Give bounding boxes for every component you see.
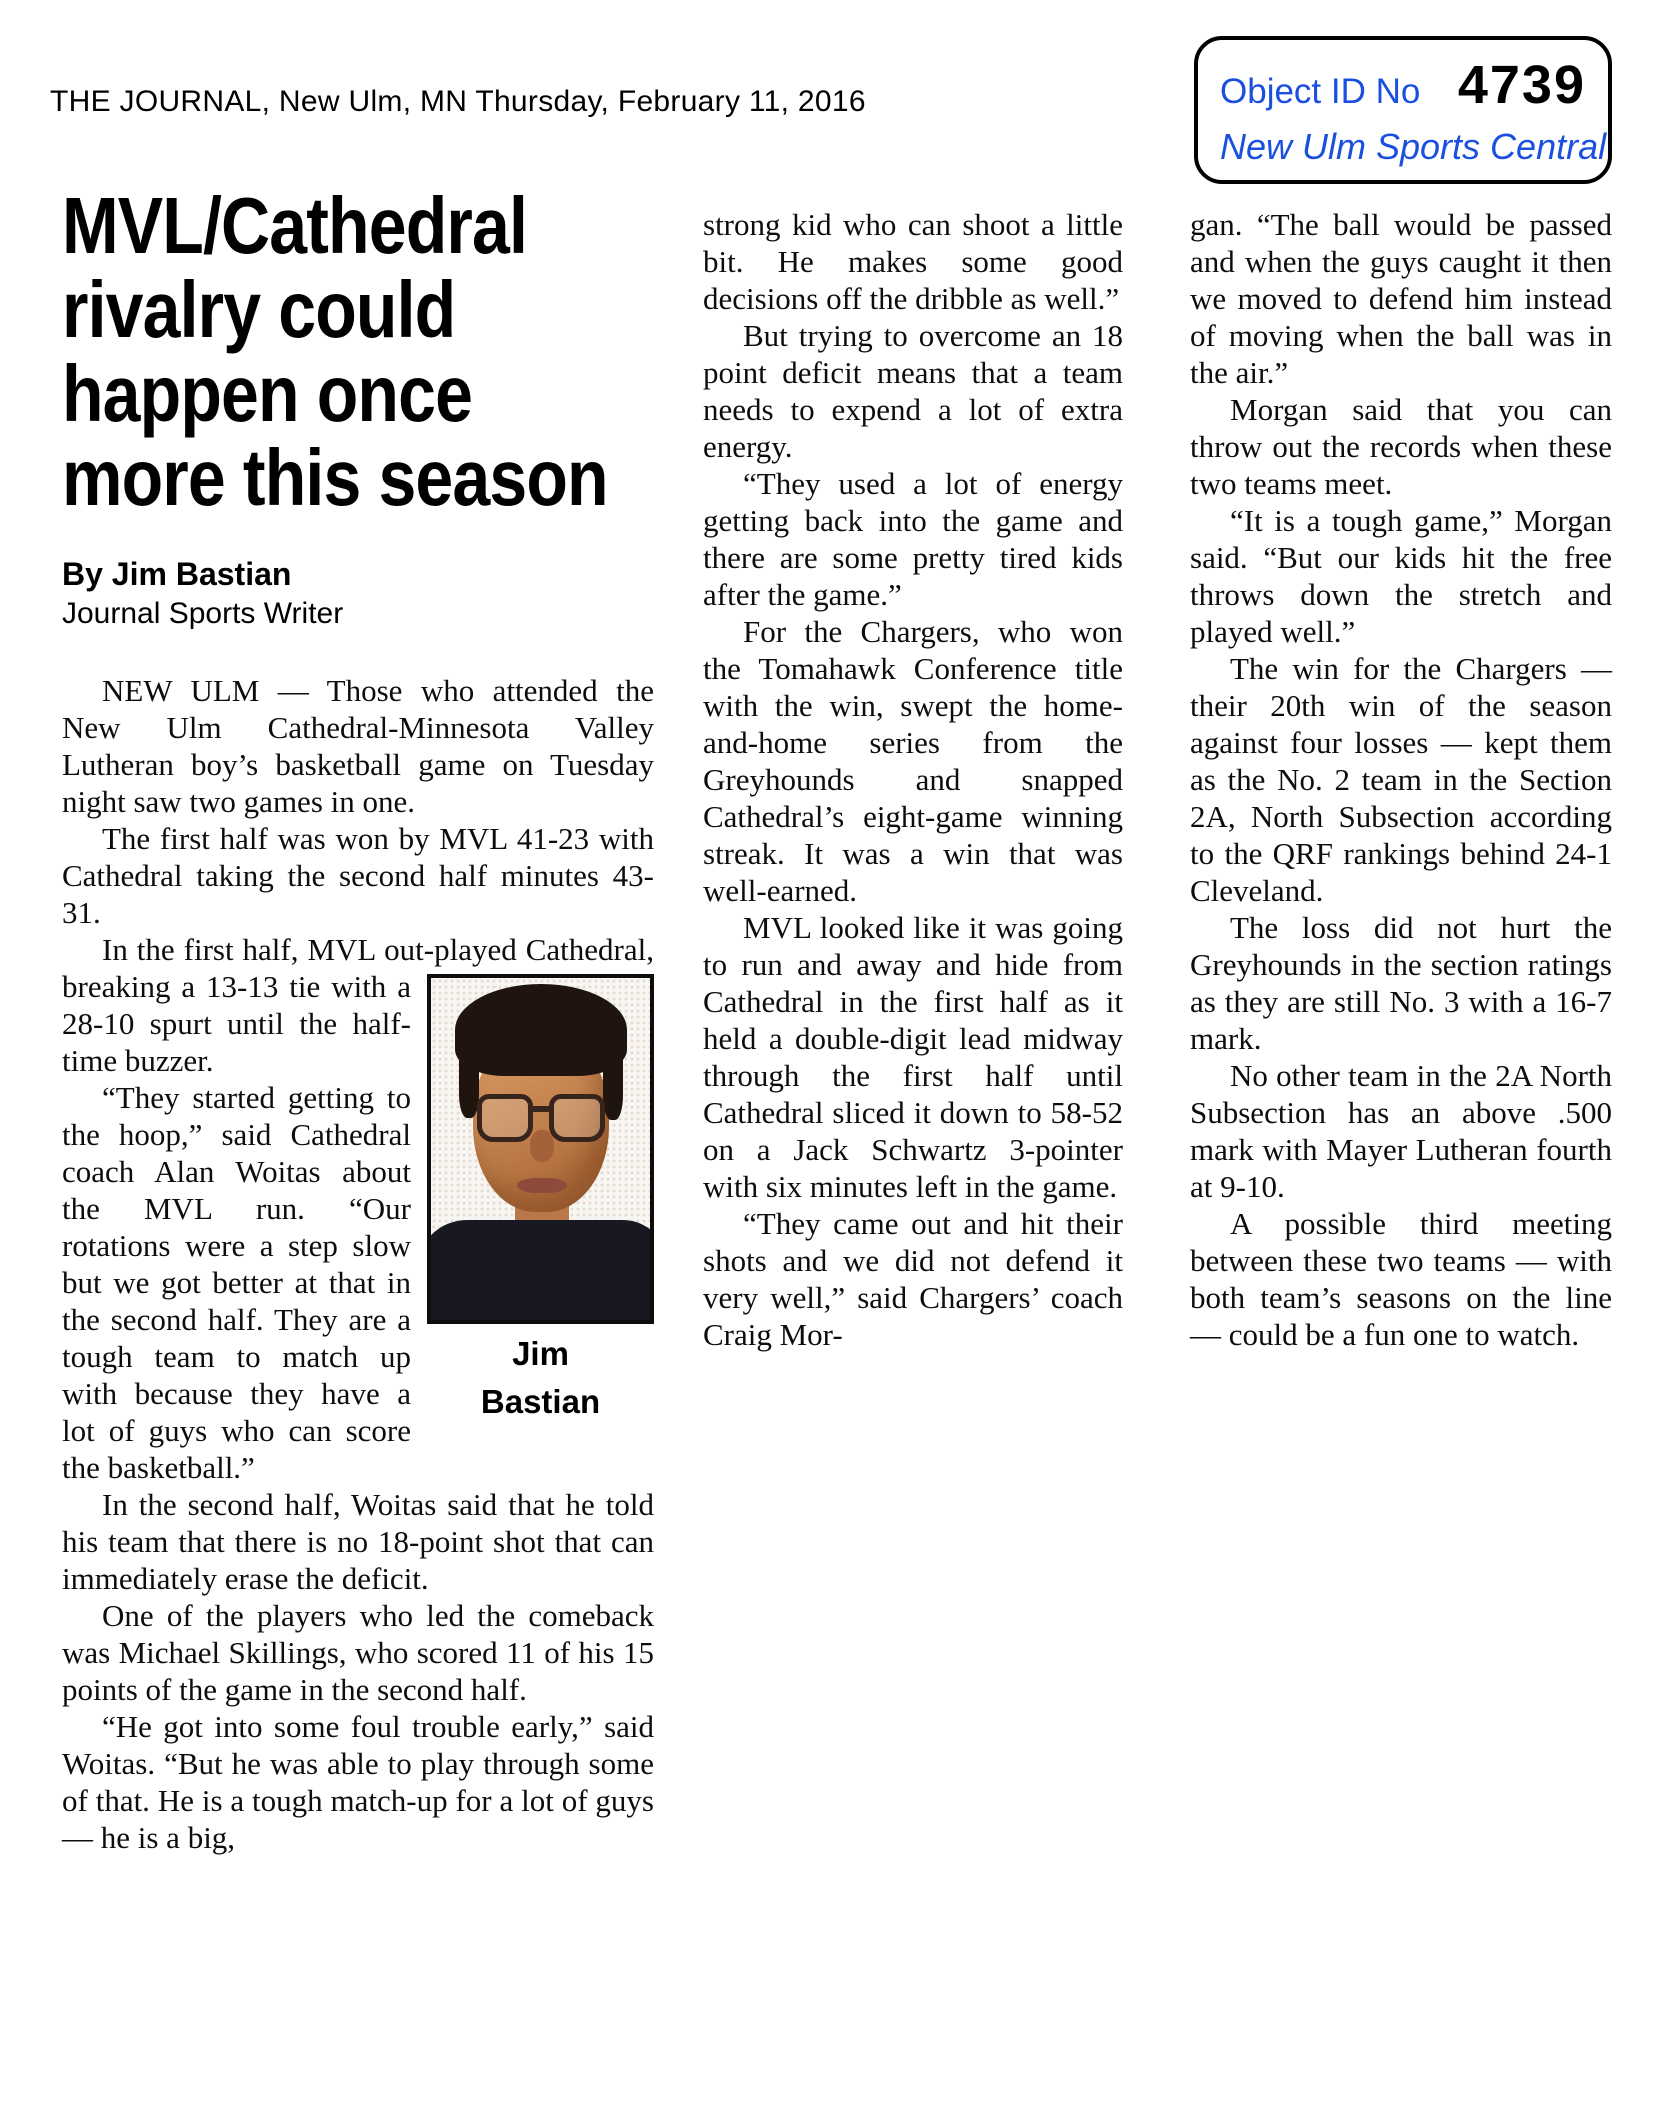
portrait-sideburn-right [603,1058,623,1120]
portrait-shoulders [427,1220,654,1324]
article-column-3 [1190,206,1612,1353]
headline-line-1: MVL/Cathedral [62,181,528,270]
portrait-glasses-bridge [531,1106,551,1112]
article-paragraph: NEW ULM — Those who attended the New Ulm Cathedral-Minnesota Valley Lutheran boy’s basketball game on Tuesday night saw two games in one. [62,673,654,819]
object-id-number: 4739 [1457,55,1586,115]
photo-caption-line-2: Bastian [480,1383,601,1420]
article-paragraph: “They used a lot of energy getting back into the game and there are some pretty tired kids after the game.” [703,466,1123,612]
article-paragraph: gan. “The ball would be passed and when the guys caught it then we moved to defend him instead of moving when the ball was in the air.” [1190,207,1612,390]
article-paragraph: No other team in the 2A North Subsection has an above .500 mark with Mayer Lutheran fourth at 9-10. [1190,1058,1612,1204]
article-paragraph: In the second half, Woitas said that he told his team that there is no 18-point shot that can immediately erase the deficit. [62,1487,654,1596]
headline-line-4: more this season [62,433,608,522]
photo-figure [427,974,654,1422]
portrait-sideburn-left [459,1058,479,1118]
article-column-2 [703,206,1123,1353]
article-paragraph: For the Chargers, who won the Tomahawk Conference title with the win, swept the home-and-home series from the Greyhounds and snapped Cathedral’s eight-game winning streak. It was a win that was well-earned. [703,614,1123,908]
portrait-glasses-right-lens [549,1094,605,1142]
article-paragraph: Morgan said that you can throw out the records when these two teams meet. [1190,392,1612,501]
portrait-glasses-left-lens [477,1094,533,1142]
article-paragraph: The win for the Chargers — their 20th win of the season against four losses — kept them as the No. 2 team in the Section 2A, North Subsection according to the QRF rankings behind 24-1 Cleveland. [1190,651,1612,908]
article-paragraph: The loss did not hurt the Greyhounds in the section ratings as they are still No. 3 with a 16-7 mark. [1190,910,1612,1056]
portrait-mouth [517,1178,567,1193]
article-paragraph: “He got into some foul trouble early,” said Woitas. “But he was able to play through some of that. He is a tough match-up for a lot of guys — he is a big, [62,1709,654,1855]
object-id-row [1220,54,1586,116]
article-paragraph: “It is a tough game,” Morgan said. “But our kids hit the free throws down the stretch and played well.” [1190,503,1612,649]
portrait-photo [427,974,654,1324]
portrait-hair [455,984,627,1076]
object-id-label: Object ID No [1220,72,1421,111]
article-headline [62,181,708,522]
byline: By Jim Bastian [62,556,292,592]
article-column-1 [62,672,654,1856]
paragraph-text: Cathedral, breaking a 13-13 tie with a 28-10 spurt until the half-time buzzer. [62,932,655,1078]
paragraph-text: In the first half, MVL out-played [102,932,517,967]
article-paragraph: But trying to overcome an 18 point deficit means that a team needs to expend a lot of extra energy. [703,318,1123,464]
portrait-nose [530,1130,554,1162]
article-paragraph: “They came out and hit their shots and we did not defend it very well,” said Chargers’ coach Craig Mor- [703,1206,1123,1352]
object-id-box [1194,36,1612,184]
photo-caption-line-1: Jim [512,1335,569,1372]
article-paragraph: “They started getting to the hoop,” said Cathedral coach Alan Woitas about the MVL run. “Our rotations were a step slow but we got better at that in the second half. They are a tough team to match up with because they have a lot of guys who can score the basketball.” [62,1080,411,1485]
headline-line-3: happen once [62,349,473,438]
photo-caption [427,1334,654,1422]
article-paragraph: A possible third meeting between these two teams — with both team’s seasons on the line — could be a fun one to watch. [1190,1206,1612,1352]
article-paragraph: strong kid who can shoot a little bit. He makes some good decisions off the dribble as well.” [703,207,1123,316]
article-paragraph: MVL looked like it was going to run and away and hide from Cathedral in the first half as it held a double-digit lead midway through the first half until Cathedral sliced it down to 58-52 on a Jack Schwartz 3-pointer with six minutes left in the game. [703,910,1123,1204]
headline-line-2: rivalry could [62,265,456,354]
byline-role: Journal Sports Writer [62,597,344,630]
article-paragraph: The first half was won by MVL 41-23 with Cathedral taking the second half minutes 43-31. [62,821,654,930]
masthead-dateline: THE JOURNAL, New Ulm, MN Thursday, February 11, 2016 [50,85,866,118]
article-paragraph: One of the players who led the comeback was Michael Skillings, who scored 11 of his 15 points of the game in the second half. [62,1598,654,1707]
object-id-subtitle: New Ulm Sports Central [1220,126,1607,167]
